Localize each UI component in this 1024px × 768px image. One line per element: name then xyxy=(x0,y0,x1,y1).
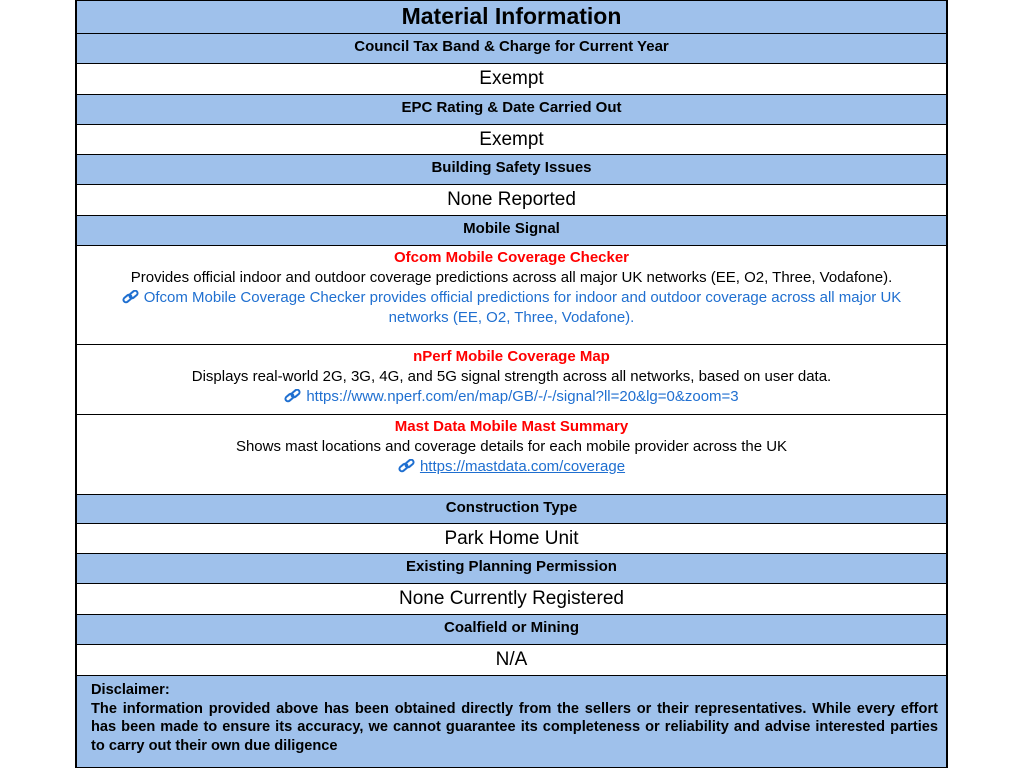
coalfield-header xyxy=(77,614,946,644)
epc-header-label: EPC Rating & Date Carried Out xyxy=(401,99,622,116)
ofcom-link-text-line1[interactable]: Ofcom Mobile Coverage Checker provides official predictions for indoor and outdoor coverage across all major UK xyxy=(143,289,902,306)
ofcom-link-line2[interactable] xyxy=(77,308,946,328)
ofcom-title: Ofcom Mobile Coverage Checker xyxy=(393,249,630,266)
page-title: Material Information xyxy=(401,3,622,29)
coalfield-header-label: Coalfield or Mining xyxy=(444,619,579,636)
planning-header-label: Existing Planning Permission xyxy=(406,558,617,575)
ofcom-block xyxy=(77,245,946,344)
epc-value: Exempt xyxy=(479,129,544,150)
council-tax-header xyxy=(77,33,946,63)
link-chain-icon xyxy=(284,389,302,403)
construction-value-row xyxy=(77,523,946,553)
construction-value: Park Home Unit xyxy=(444,528,579,549)
mastdata-block xyxy=(77,414,946,494)
disclaimer-text: The information provided above has been obtained directly from the sellers or their representatives. While every effort has been made to ensure its accuracy, we cannot guarantee its completeness or reliability and advise interested parties to carry out their own due diligence xyxy=(91,700,938,754)
ofcom-link-text-line2[interactable]: networks (EE, O2, Three, Vodafone). xyxy=(388,309,635,326)
council-tax-value: Exempt xyxy=(479,68,544,89)
building-safety-header xyxy=(77,154,946,184)
link-chain-icon xyxy=(398,459,416,473)
nperf-block xyxy=(77,344,946,414)
mastdata-link[interactable] xyxy=(77,457,946,477)
construction-header xyxy=(77,494,946,523)
mastdata-link-text[interactable]: https://mastdata.com/coverage xyxy=(419,458,626,475)
building-safety-header-label: Building Safety Issues xyxy=(431,159,592,176)
council-tax-header-label: Council Tax Band & Charge for Current Year xyxy=(354,38,669,55)
nperf-title: nPerf Mobile Coverage Map xyxy=(413,348,610,365)
epc-value-row xyxy=(77,124,946,154)
link-chain-icon xyxy=(122,290,140,304)
material-information-table xyxy=(75,0,948,768)
planning-value-row xyxy=(77,583,946,614)
nperf-link-text[interactable]: https://www.nperf.com/en/map/GB/-/-/signal?ll=20&lg=0&zoom=3 xyxy=(306,388,739,405)
building-safety-value: None Reported xyxy=(447,189,576,210)
title-row xyxy=(77,0,946,33)
coalfield-value: N/A xyxy=(495,649,528,670)
ofcom-link[interactable] xyxy=(77,288,946,308)
planning-header xyxy=(77,553,946,583)
nperf-link[interactable] xyxy=(77,387,946,407)
mastdata-title: Mast Data Mobile Mast Summary xyxy=(394,418,629,435)
construction-header-label: Construction Type xyxy=(445,499,578,516)
mastdata-description: Shows mast locations and coverage details for each mobile provider across the UK xyxy=(235,438,788,455)
epc-header xyxy=(77,94,946,124)
mobile-signal-header xyxy=(77,215,946,245)
mobile-signal-header-label: Mobile Signal xyxy=(463,220,560,237)
building-safety-value-row xyxy=(77,184,946,215)
nperf-description: Displays real-world 2G, 3G, 4G, and 5G signal strength across all networks, based on user data. xyxy=(191,368,832,385)
disclaimer-label: Disclaimer: xyxy=(91,682,170,698)
disclaimer-block xyxy=(77,675,946,768)
planning-value: None Currently Registered xyxy=(399,588,624,609)
ofcom-description: Provides official indoor and outdoor coverage predictions across all major UK networks (EE, O2, Three, Vodafone). xyxy=(130,269,893,286)
council-tax-value-row xyxy=(77,63,946,94)
coalfield-value-row xyxy=(77,644,946,675)
